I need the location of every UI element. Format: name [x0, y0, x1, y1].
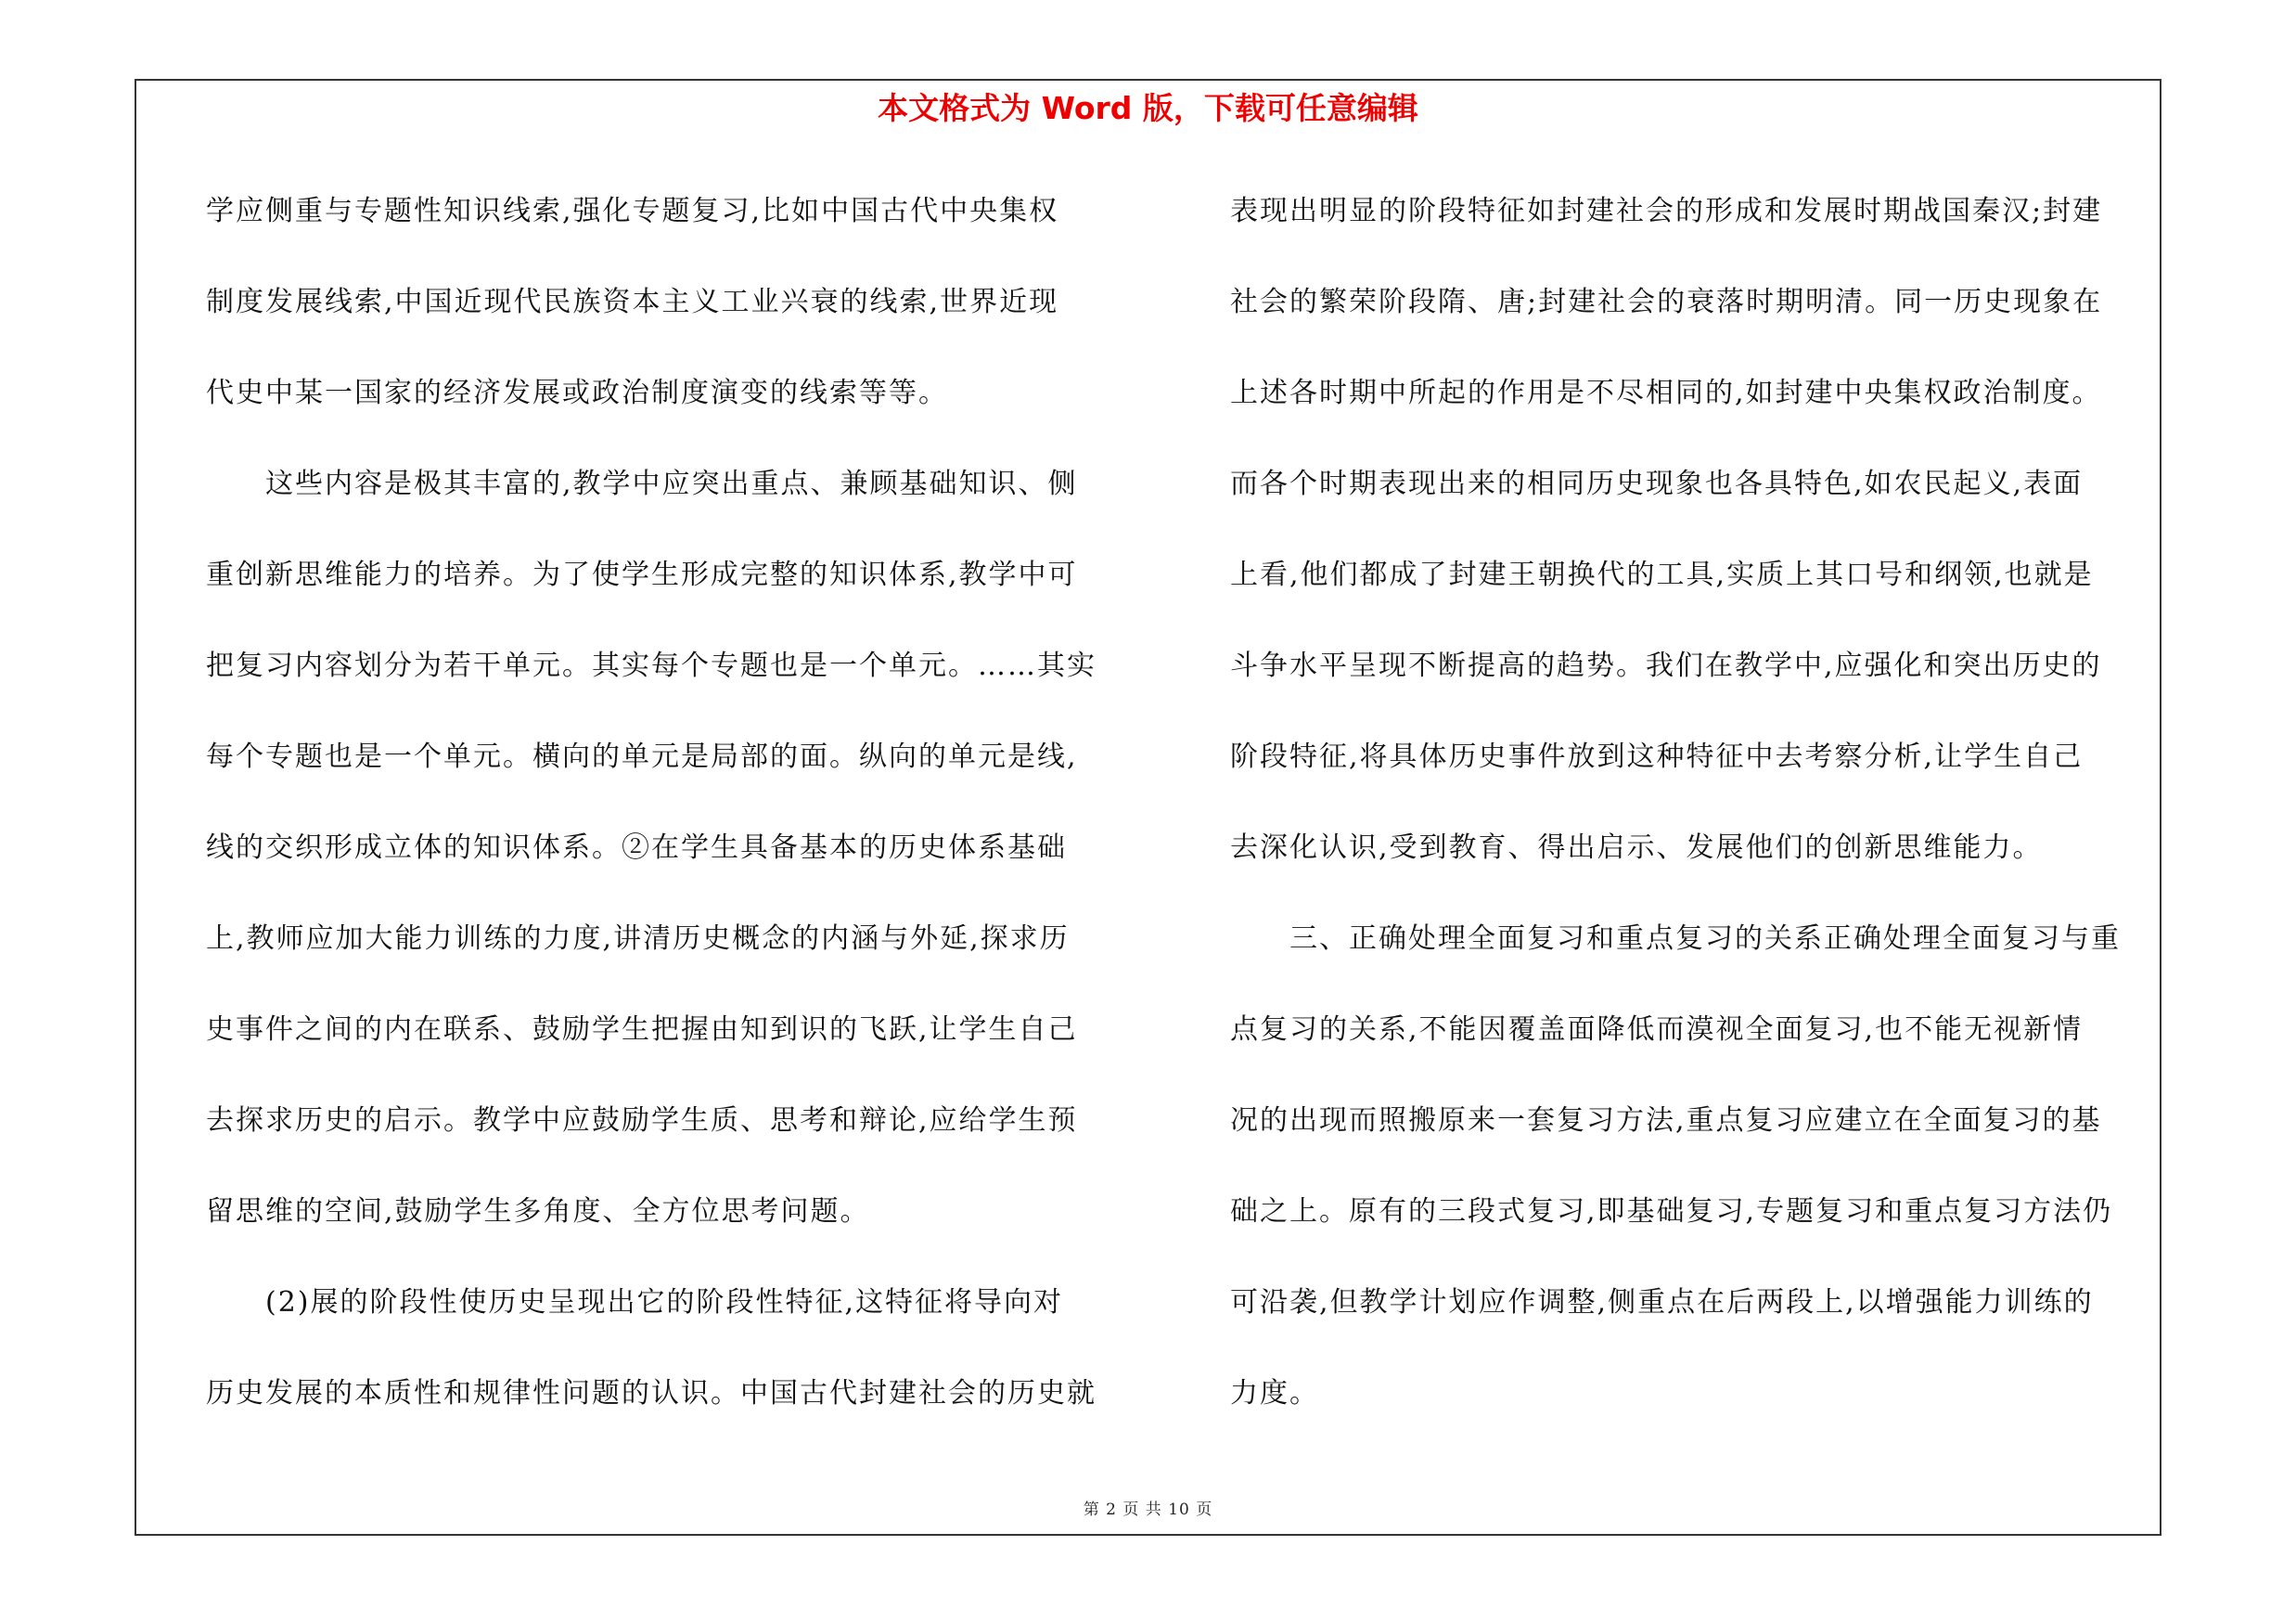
page-number-footer: 第 2 页 共 10 页	[1083, 1501, 1213, 1519]
text-line: 学应侧重与专题性知识线索,强化专题复习,比如中国古代中央集权	[206, 195, 1059, 227]
right-text-column	[1230, 184, 2158, 1457]
left-text-column	[206, 184, 1134, 1457]
text-line: 而各个时期表现出来的相同历史现象也各具特色,如农民起义,表面	[1230, 468, 2084, 500]
paragraph	[206, 184, 1134, 457]
paragraph	[206, 1275, 1134, 1457]
text-line: 阶段特征,将具体历史事件放到这种特征中去考察分析,让学生自己	[1230, 741, 2084, 773]
text-line: 础之上。原有的三段式复习,即基础复习,专题复习和重点复习方法仍	[1230, 1195, 2113, 1228]
text-line: 可沿袭,但教学计划应作调整,侧重点在后两段上,以增强能力训练的	[1230, 1286, 2094, 1319]
text-line: 每个专题也是一个单元。横向的单元是局部的面。纵向的单元是线,	[206, 741, 1078, 773]
text-line: 代史中某一国家的经济发展或政治制度演变的线索等等。	[206, 377, 948, 409]
text-line: 线的交织形成立体的知识体系。②在学生具备基本的历史体系基础	[206, 831, 1067, 864]
text-line: 点复习的关系,不能因覆盖面降低而漠视全面复习,也不能无视新情	[1230, 1013, 2084, 1046]
text-line: 上述各时期中所起的作用是不尽相同的,如封建中央集权政治制度。	[1230, 377, 2102, 409]
text-line: 去深化认识,受到教育、得出启示、发展他们的创新思维能力。	[1230, 831, 2043, 864]
text-line: 史事件之间的内在联系、鼓励学生把握由知到识的飞跃,让学生自己	[206, 1013, 1078, 1046]
text-line: 表现出明显的阶段特征如封建社会的形成和发展时期战国秦汉;封建	[1230, 195, 2103, 227]
text-line: (2)展的阶段性使历史呈现出它的阶段性特征,这特征将导向对	[206, 1286, 1064, 1319]
text-line: 三、正确处理全面复习和重点复习的关系正确处理全面复习与重	[1230, 922, 2121, 955]
text-line: 上,教师应加大能力训练的力度,讲清历史概念的内涵与外延,探求历	[206, 922, 1070, 955]
text-line: 力度。	[1230, 1377, 1319, 1410]
text-line: 斗争水平呈现不断提高的趋势。我们在教学中,应强化和突出历史的	[1230, 650, 2102, 682]
text-line: 制度发展线索,中国近现代民族资本主义工业兴衰的线索,世界近现	[206, 286, 1059, 318]
format-notice-banner: 本文格式为 Word 版，下载可任意编辑	[878, 90, 1418, 126]
text-line: 社会的繁荣阶段隋、唐;封建社会的衰落时期明清。同一历史现象在	[1230, 286, 2103, 318]
text-line: 把复习内容划分为若干单元。其实每个专题也是一个单元。……其实	[206, 650, 1097, 682]
paragraph	[206, 457, 1134, 1275]
text-line: 况的出现而照搬原来一套复习方法,重点复习应建立在全面复习的基	[1230, 1104, 2102, 1137]
text-line: 重创新思维能力的培养。为了使学生形成完整的知识体系,教学中可	[206, 559, 1078, 591]
text-line: 去探求历史的启示。教学中应鼓励学生质、思考和辩论,应给学生预	[206, 1104, 1078, 1137]
text-line: 这些内容是极其丰富的,教学中应突出重点、兼顾基础知识、侧	[206, 468, 1078, 500]
paragraph	[1230, 184, 2158, 911]
text-line: 留思维的空间,鼓励学生多角度、全方位思考问题。	[206, 1195, 870, 1228]
paragraph	[1230, 911, 2158, 1457]
text-line: 历史发展的本质性和规律性问题的认识。中国古代封建社会的历史就	[206, 1377, 1097, 1410]
text-line: 上看,他们都成了封建王朝换代的工具,实质上其口号和纲领,也就是	[1230, 559, 2094, 591]
